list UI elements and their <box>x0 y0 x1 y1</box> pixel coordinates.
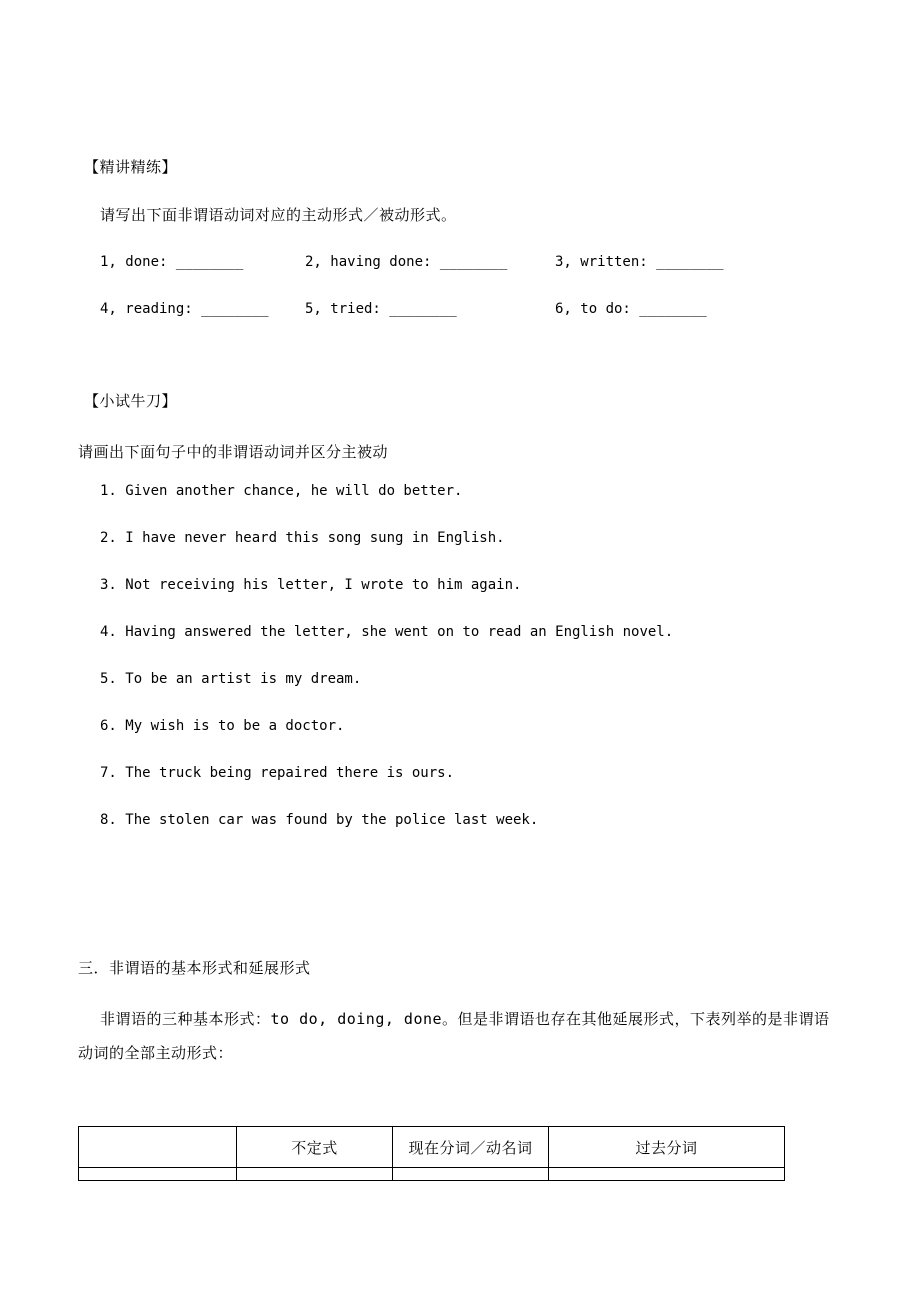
exercise-item-1: 1, done: ________ <box>100 254 244 270</box>
sentence-item: 4. Having answered the letter, she went on to read an English novel. <box>100 624 674 640</box>
table-header-empty <box>79 1127 237 1168</box>
sentence-item: 7. The truck being repaired there is ours. <box>100 765 455 781</box>
sentence-item: 1. Given another chance, he will do better. <box>100 483 463 499</box>
sentence-item: 3. Not receiving his letter, I wrote to him again. <box>100 577 522 593</box>
forms-table <box>78 1126 785 1181</box>
sentence-list <box>100 483 673 859</box>
sentence-item: 6. My wish is to be a doctor. <box>100 718 345 734</box>
forms-table-header-row <box>79 1127 785 1168</box>
exercise-row <box>100 254 724 270</box>
practice-section-heading: 【小试牛刀】 <box>84 392 178 410</box>
exercise-item-3: 3, written: ________ <box>555 254 724 270</box>
table-cell-empty <box>549 1168 785 1181</box>
drill-section-heading: 【精讲精练】 <box>84 158 178 176</box>
forms-section-heading: 三．非谓语的基本形式和延展形式 <box>78 959 311 977</box>
exercise-item-6: 6, to do: ________ <box>555 301 707 317</box>
exercise-row <box>100 301 707 317</box>
table-cell-empty <box>237 1168 393 1181</box>
exercise-item-4: 4, reading: ________ <box>100 301 269 317</box>
sentence-item: 8. The stolen car was found by the police last week. <box>100 812 539 828</box>
sentence-item: 5. To be an artist is my dream. <box>100 671 362 687</box>
drill-instruction: 请写出下面非谓语动词对应的主动形式／被动形式。 <box>100 206 457 224</box>
forms-table-empty-row <box>79 1168 785 1181</box>
table-header-past-participle: 过去分词 <box>549 1127 785 1168</box>
table-header-infinitive: 不定式 <box>237 1127 393 1168</box>
exercise-item-2: 2, having done: ________ <box>305 254 508 270</box>
table-cell-empty <box>393 1168 549 1181</box>
table-header-participle-gerund: 现在分词／动名词 <box>393 1127 549 1168</box>
sentence-item: 2. I have never heard this song sung in English. <box>100 530 505 546</box>
practice-instruction: 请画出下面句子中的非谓语动词并区分主被动 <box>78 443 389 461</box>
exercise-item-5: 5, tried: ________ <box>305 301 457 317</box>
forms-paragraph: 非谓语的三种基本形式：to do, doing, done。但是非谓语也存在其他延展形式，下表列举的是非谓语动词的全部主动形式： <box>78 1010 830 1062</box>
table-cell-empty <box>79 1168 237 1181</box>
